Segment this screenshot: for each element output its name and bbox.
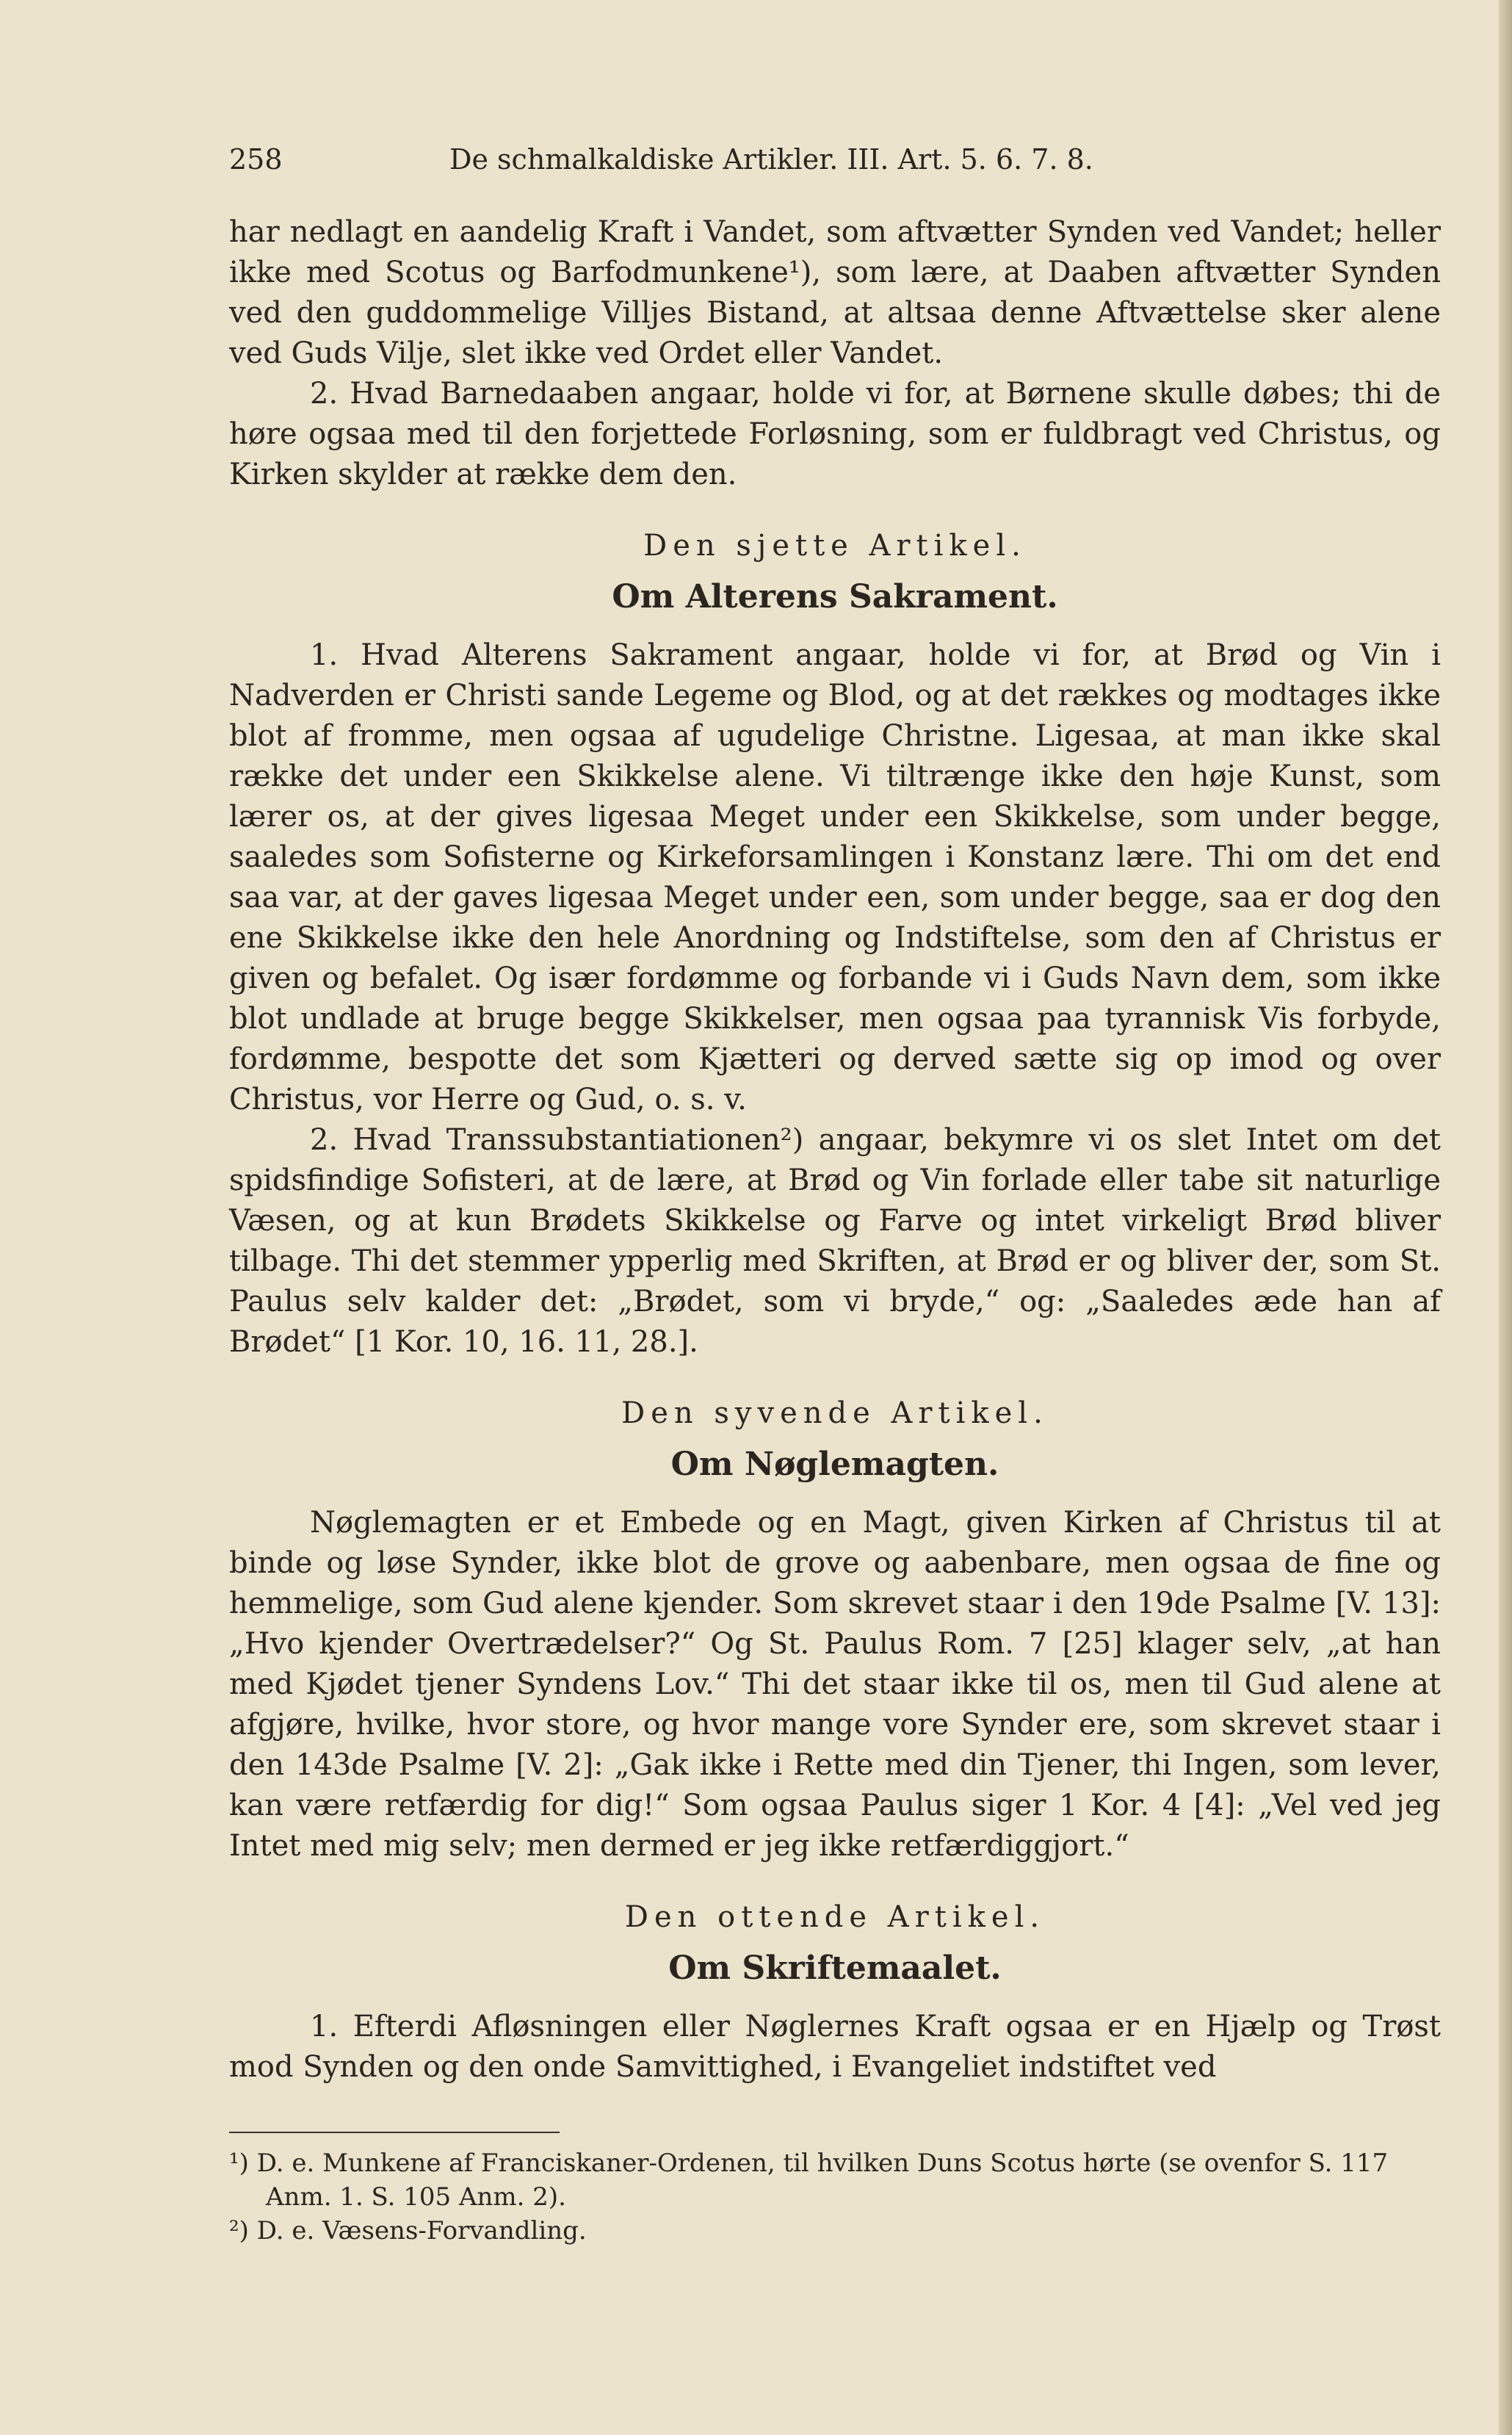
page-edge (1499, 0, 1512, 2435)
article-8-paragraph-1: 1. Efterdi Afløsningen eller Nøglernes Kraft ogsaa er en Hjælp og Trøst mod Synden og den onde Samvittighed, i Evangeliet indstiftet ved (229, 2010, 1441, 2084)
footnote-divider (229, 2132, 560, 2133)
article-6-title: Om Alterens Sakrament. (612, 578, 1058, 616)
running-head (229, 143, 1441, 176)
article-7-paragraph-1: Nøglemagten er et Embede og en Magt, given Kirken af Christus til at binde og løse Synder, ikke blot de grove og aabenbare, men ogsaa de fine og hemmelige, som Gud alene kjender. Som skrevet staar i den 19de Psalme [V. 13]: „Hvo kjender Overtrædelser?“ Og St. Paulus Rom. 7 [25] klager selv, „at han med Kjødet tjener Syndens Lov.“ Thi det staar ikke til os, men til Gud alene at afgjøre, hvilke, hvor store, og hvor mange vore Synder ere, som skrevet staar i den 143de Psalme [V. 2]: „Gak ikke i Rette med din Tjener, thi Ingen, som lever, kan være retfærdig for dig!“ Som ogsaa Paulus siger 1 Kor. 4 [4]: „Vel ved jeg Intet med mig selv; men dermed er jeg ikke retfærdiggjort.“ (229, 1506, 1441, 1863)
paragraph-barnedaab: 2. Hvad Barnedaaben angaar, holde vi for, at Børnene skulle døbes; thi de høre ogsaa med til den forjettede Forløsning, som er fuldbragt ved Christus, og Kirken skylder at række dem den. (229, 377, 1441, 491)
article-7-label: Den syvende Artikel. (621, 1396, 1049, 1430)
running-title: De schmalkaldiske Artikler. III. Art. 5. 6. 7. 8. (449, 143, 1093, 176)
article-8-label: Den ottende Artikel. (624, 1900, 1046, 1934)
page-content (229, 143, 1441, 2248)
article-7-title: Om Nøglemagten. (670, 1446, 999, 1483)
article-6-paragraph-2: 2. Hvad Transsubstantiationen²) angaar, bekymre vi os slet Intet om det spidsfindige Sofisteri, at de lære, at Brød og Vin forlade eller tabe sit naturlige Væsen, og at kun Brødets Skikkelse og Farve og intet virkeligt Brød bliver tilbage. Thi det stemmer ypperlig med Skriften, at Brød er og bliver der, som St. Paulus selv kalder det: „Brødet, som vi bryde,“ og: „Saaledes æde han af Brødet“ [1 Kor. 10, 16. 11, 28.]. (229, 1123, 1441, 1359)
page-number: 258 (229, 143, 283, 176)
paragraph-continued: har nedlagt en aandelig Kraft i Vandet, som aftvætter Synden ved Vandet; heller ikke med Scotus og Barfodmunkene¹), som lære, at Daaben aftvætter Synden ved den guddommelige Villjes Bistand, at altsaa denne Aftvættelse sker alene ved Guds Vilje, slet ikke ved Ordet eller Vandet. (229, 215, 1441, 370)
footnote-1: ¹) D. e. Munkene af Franciskaner-Ordenen, til hvilken Duns Scotus hørte (se ovenfor S. 117 Anm. 1. S. 105 Anm. 2). (229, 2149, 1389, 2212)
article-6-label: Den sjette Artikel. (643, 529, 1027, 563)
article-6-paragraph-1: 1. Hvad Alterens Sakrament angaar, holde vi for, at Brød og Vin i Nadverden er Christi sande Legeme og Blod, og at det rækkes og modtages ikke blot af fromme, men ogsaa af ugudelige Christne. Ligesaa, at man ikke skal række det under een Skikkelse alene. Vi tiltrænge ikke den høje Kunst, som lærer os, at der gives ligesaa Meget under een Skikkelse, som under begge, saaledes som Sofisterne og Kirkeforsamlingen i Konstanz lære. Thi om det end saa var, at der gaves ligesaa Meget under een, som under begge, saa er dog den ene Skikkelse ikke den hele Anordning og Indstiftelse, som den af Christus er given og befalet. Og især fordømme og forbande vi i Guds Navn dem, som ikke blot undlade at bruge begge Skikkelser, men ogsaa paa tyrannisk Vis forbyde, fordømme, bespotte det som Kjætteri og derved sætte sig op imod og over Christus, vor Herre og Gud, o. s. v. (229, 638, 1441, 1117)
footnote-2: ²) D. e. Væsens-Forvandling. (229, 2216, 587, 2245)
article-8-title: Om Skriftemaalet. (668, 1949, 1002, 1987)
